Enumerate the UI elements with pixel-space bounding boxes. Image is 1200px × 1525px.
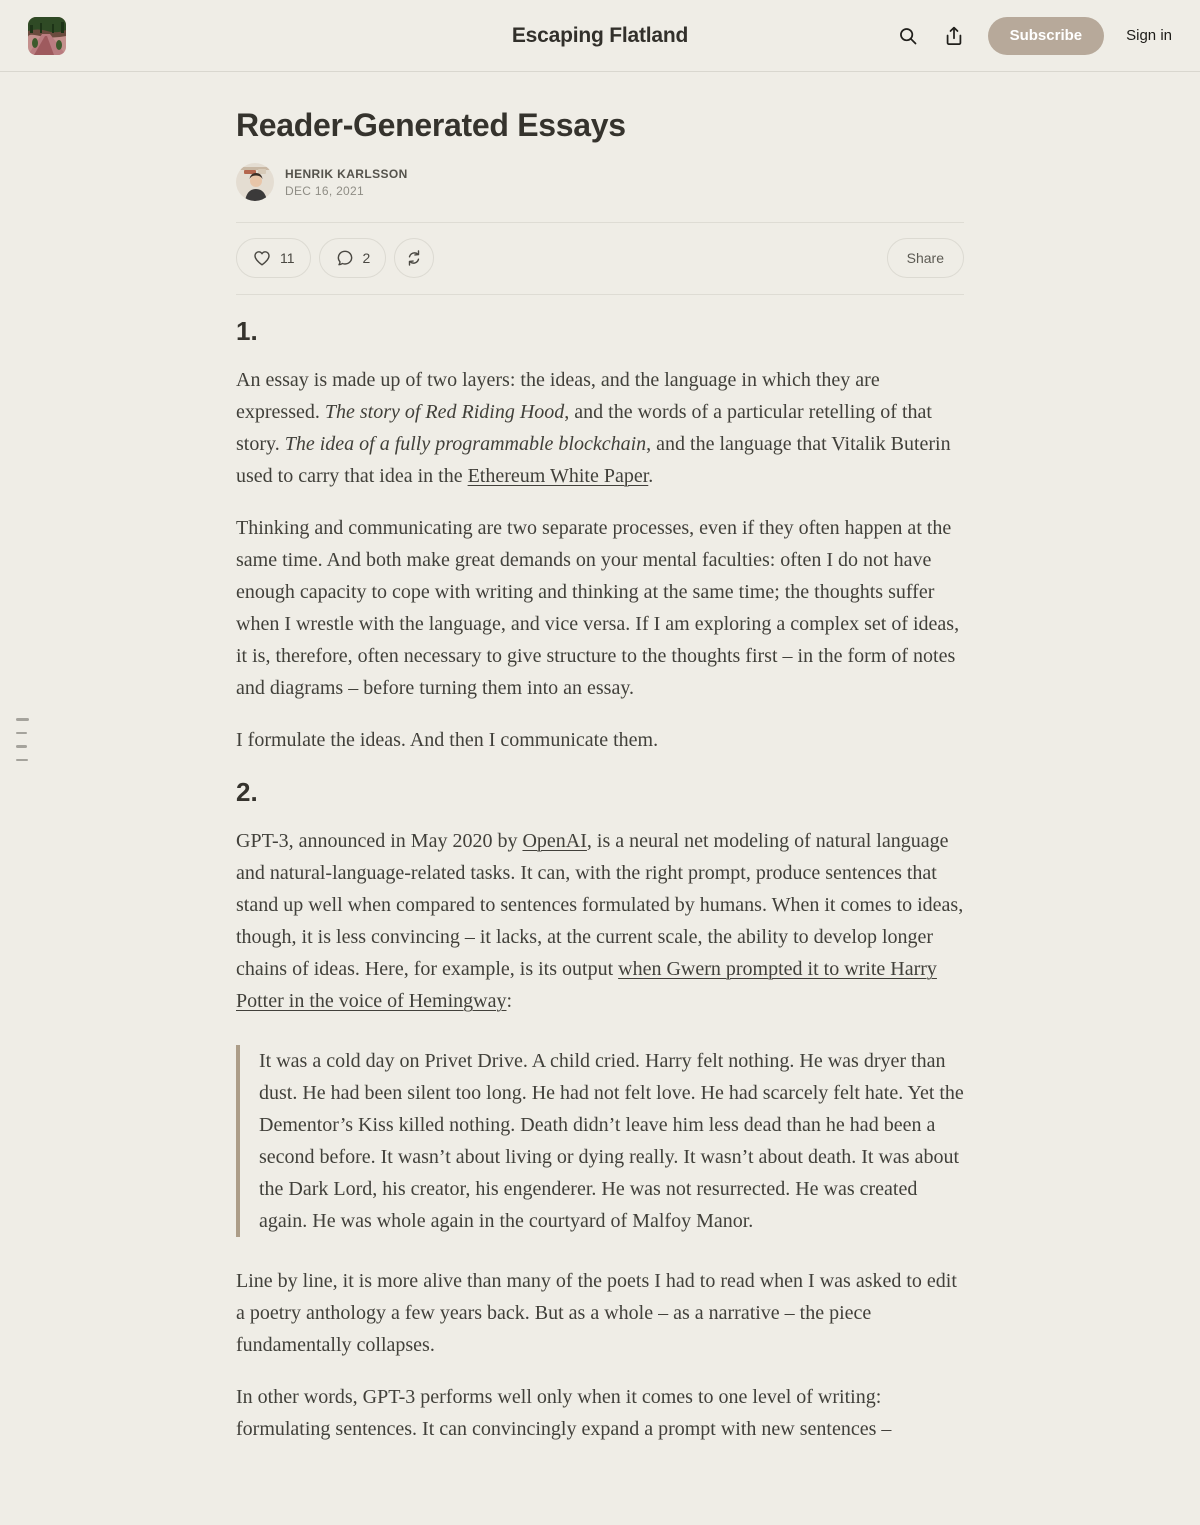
heart-icon: [252, 248, 272, 268]
body-text: .: [648, 465, 654, 487]
article-paragraph: [236, 724, 964, 756]
publication-logo[interactable]: [28, 17, 66, 55]
like-count: 11: [280, 250, 295, 266]
restack-icon: [404, 248, 424, 268]
article-paragraph: [236, 1381, 964, 1445]
inline-link[interactable]: OpenAI: [522, 830, 587, 852]
post-page: [236, 107, 964, 1525]
inline-link[interactable]: when Gwern prompted it to write Harry Potter in the voice of Hemingway: [236, 958, 937, 1012]
subscribe-button[interactable]: Subscribe: [988, 17, 1105, 55]
topbar-actions: [896, 17, 1172, 55]
top-navigation-bar: [0, 0, 1200, 72]
comment-icon: [335, 248, 355, 268]
italic-text: The idea of a fully programmable blockchain: [284, 433, 647, 455]
article-paragraph: [236, 364, 964, 492]
body-text: Thinking and communicating are two separate processes, even if they often happen at the same time. And both make great demands on your mental faculties: often I do not have enough capacity to cope with writing and thinking at the same time; the thoughts suffer when I wrestle with the language, and vice versa. If I am exploring a complex set of ideas, it is, therefore, often necessary to give structure to the thoughts first – in the form of notes and diagrams – before turning them into an essay.: [236, 517, 960, 699]
table-of-contents-indicator[interactable]: [16, 718, 29, 761]
comment-button[interactable]: [319, 238, 387, 278]
body-text: , and the words of a particular retelling of that story.: [236, 401, 932, 455]
body-text: An essay is made up of two layers: the ideas, and the language in which they are expressed.: [236, 369, 880, 423]
article-body: [236, 316, 964, 1525]
share-button[interactable]: Share: [887, 238, 964, 278]
body-text: , is a neural net modeling of natural language and natural-language-related tasks. It can, with the right prompt, produce sentences that stand up well when compared to sentences formulated by humans. When it comes to ideas, though, it is less convincing – it lacks, at the current scale, the ability to develop longer chains of ideas. Here, for example, is its output: [236, 830, 964, 980]
comment-count: 2: [362, 250, 371, 266]
signin-link[interactable]: Sign in: [1126, 27, 1172, 44]
section-heading: 1.: [236, 316, 258, 346]
author-name[interactable]: HENRIK KARLSSON: [285, 166, 408, 181]
publication-logo-art: [28, 17, 66, 55]
author-avatar-art: [236, 163, 274, 201]
article-paragraph: [236, 825, 964, 1017]
body-text: In other words, GPT-3 performs well only when it comes to one level of writing: formulating sentences. It can convincingly expand a prompt with new sentences –: [236, 1386, 892, 1440]
like-button[interactable]: [236, 238, 311, 278]
blockquote: It was a cold day on Privet Drive. A child cried. Harry felt nothing. He was dryer than dust. He had been silent too long. He had not felt love. He had scarcely felt hate. Yet the Dementor’s Kiss killed nothing. Death didn’t leave him less dead than he had been a second before. It wasn’t about living or dying really. It wasn’t about death. It was about the Dark Lord, his creator, his engenderer. He was not resurrected. He was created again. He was whole again in the courtyard of Malfoy Manor.: [236, 1045, 964, 1237]
italic-text: The story of Red Riding Hood: [324, 401, 565, 423]
section-heading: 2.: [236, 777, 258, 807]
post-date: DEC 16, 2021: [285, 183, 364, 198]
body-text: Line by line, it is more alive than many of the poets I had to read when I was asked to edit a poetry anthology a few years back. But as a whole – as a narrative – the piece fundamentally collapses.: [236, 1270, 957, 1356]
share-icon[interactable]: [942, 24, 966, 48]
body-text: , and the language that Vitalik Buterin used to carry that idea in the: [236, 433, 951, 487]
body-text: :: [506, 990, 513, 1012]
engagement-buttons: [236, 238, 434, 278]
post-action-row: [236, 223, 964, 295]
byline: [236, 163, 964, 201]
body-text: GPT-3, announced in May 2020 by: [236, 830, 523, 852]
inline-link[interactable]: Ethereum White Paper: [467, 465, 649, 487]
byline-text: [285, 167, 408, 198]
publication-title[interactable]: Escaping Flatland: [511, 23, 689, 47]
article-paragraph: [236, 512, 964, 704]
search-icon[interactable]: [896, 24, 920, 48]
post-title: Reader-Generated Essays: [236, 107, 626, 143]
restack-button[interactable]: [394, 238, 434, 278]
author-avatar[interactable]: [236, 163, 274, 201]
article-paragraph: [236, 1265, 964, 1361]
body-text: I formulate the ideas. And then I communicate them.: [236, 729, 659, 751]
